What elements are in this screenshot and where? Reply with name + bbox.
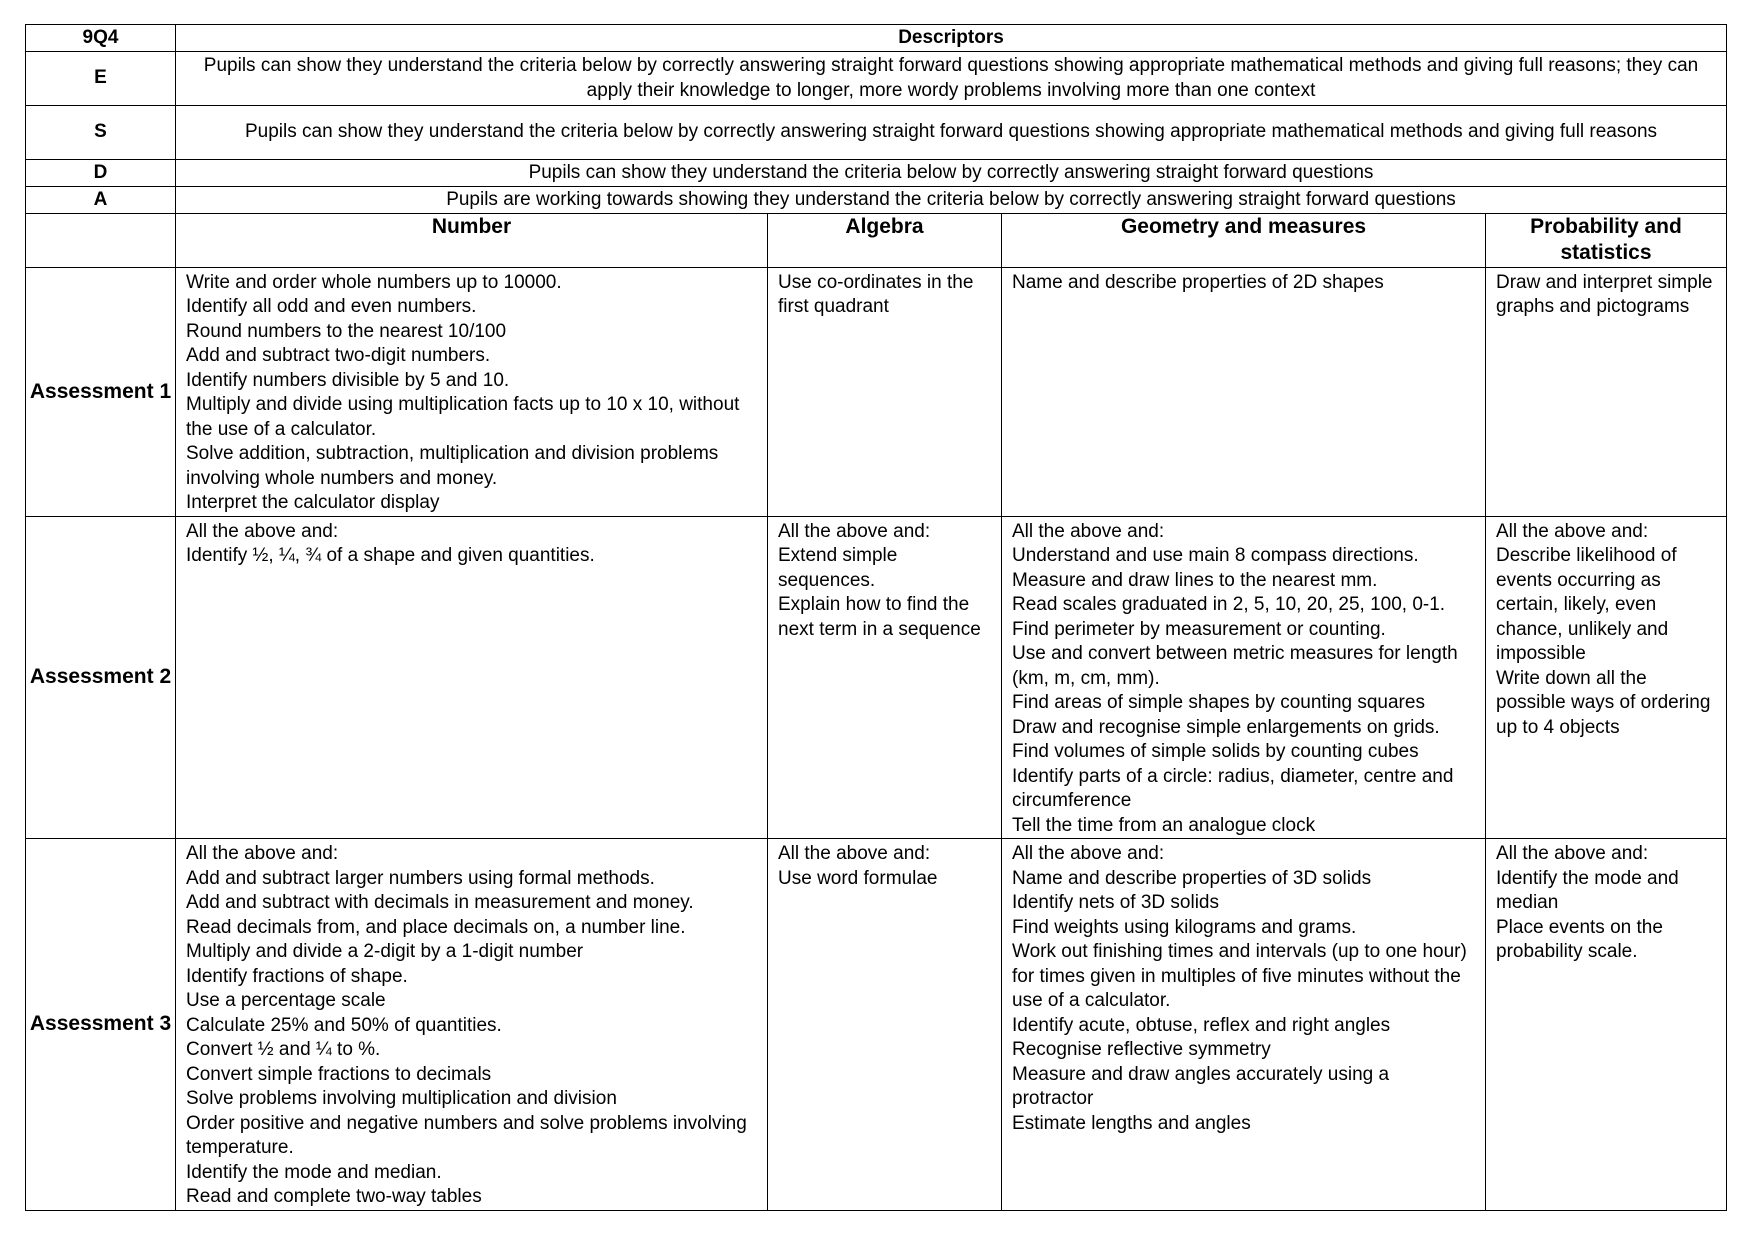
geometry-criteria <box>1002 267 1486 516</box>
criterion-item: Read decimals from, and place decimals on, a number line. <box>186 916 686 938</box>
algebra-criteria <box>768 516 1002 839</box>
criterion-item: Use word formulae <box>778 867 938 889</box>
criterion-item: Identify all odd and even numbers. <box>186 296 477 317</box>
descriptor-row-s <box>26 106 1727 160</box>
descriptor-code: E <box>26 52 176 106</box>
corner-header <box>26 213 176 267</box>
number-criteria <box>176 839 768 1211</box>
descriptor-code: A <box>26 187 176 214</box>
criterion-item: Find areas of simple shapes by counting squares <box>1012 692 1425 713</box>
algebra-column-header: Algebra <box>768 213 1002 267</box>
criterion-item: Multiply and divide using multiplication facts up to 10 x 10, without the use of a calculator. <box>186 394 740 440</box>
criterion-item: Identify acute, obtuse, reflex and right angles <box>1012 1014 1391 1036</box>
algebra-criteria <box>768 839 1002 1211</box>
criterion-item: Add and subtract larger numbers using formal methods. <box>186 867 655 889</box>
criterion-item: Tell the time from an analogue clock <box>1012 814 1316 836</box>
criterion-item: Estimate lengths and angles <box>1012 1112 1251 1134</box>
criterion-item: Multiply and divide a 2-digit by a 1-digit number <box>186 941 584 962</box>
criterion-item: All the above and: <box>1012 520 1165 542</box>
number-criteria <box>176 267 768 516</box>
criterion-item: Add and subtract two-digit numbers. <box>186 345 491 366</box>
criterion-item: Describe likelihood of events occurring as certain, likely, even chance, unlikely and impossible <box>1496 545 1677 664</box>
criterion-item: Name and describe properties of 3D solids <box>1012 867 1372 889</box>
criterion-item: Identify ½, ¼, ¾ of a shape and given quantities. <box>186 545 595 566</box>
criterion-item: Calculate 25% and 50% of quantities. <box>186 1014 502 1036</box>
criterion-item: Find volumes of simple solids by counting cubes <box>1012 741 1419 762</box>
criterion-item: Measure and draw angles accurately using a protractor <box>1012 1063 1390 1109</box>
criterion-item: Add and subtract with decimals in measurement and money. <box>186 892 694 913</box>
criterion-item: Identify the mode and median <box>1496 867 1679 913</box>
criterion-item: All the above and: <box>1496 520 1649 542</box>
criterion-item: Identify fractions of shape. <box>186 965 408 987</box>
geometry-criteria <box>1002 516 1486 839</box>
criterion-item: Draw and recognise simple enlargements on grids. <box>1012 716 1440 738</box>
assessment-row-3 <box>26 839 1727 1211</box>
criterion-item: Round numbers to the nearest 10/100 <box>186 320 507 342</box>
descriptor-row-e <box>26 52 1727 106</box>
criterion-item: Use co-ordinates in the first quadrant <box>778 271 974 317</box>
criterion-item: Write and order whole numbers up to 10000. <box>186 271 562 293</box>
criterion-item: Identify parts of a circle: radius, diameter, centre and circumference <box>1012 765 1454 811</box>
criterion-item: Recognise reflective symmetry <box>1012 1039 1271 1060</box>
criterion-item: Name and describe properties of 2D shapes <box>1012 271 1384 293</box>
group-code: 9Q4 <box>26 25 176 52</box>
criterion-item: Read scales graduated in 2, 5, 10, 20, 25, 100, 0-1. <box>1012 594 1446 615</box>
criterion-item: Write down all the possible ways of ordering up to 4 objects <box>1496 667 1711 738</box>
criterion-item: All the above and: <box>1496 843 1649 864</box>
descriptor-text: Pupils are working towards showing they understand the criteria below by correctly answering straight forward questions <box>176 187 1727 214</box>
probability-criteria <box>1486 839 1727 1211</box>
criterion-item: Identify numbers divisible by 5 and 10. <box>186 369 510 391</box>
descriptor-code: S <box>26 106 176 160</box>
descriptor-text: Pupils can show they understand the criteria below by correctly answering straight forward questions showing appropriate mathematical methods and giving full reasons <box>176 106 1727 160</box>
criterion-item: All the above and: <box>1012 843 1165 864</box>
criterion-item: Identify the mode and median. <box>186 1161 442 1183</box>
probability-column-header: Probability and statistics <box>1486 213 1727 267</box>
criterion-item: All the above and: <box>778 520 931 542</box>
algebra-criteria <box>768 267 1002 516</box>
descriptor-row-a <box>26 187 1727 214</box>
descriptor-text: Pupils can show they understand the criteria below by correctly answering straight forward questions showing appropriate mathematical methods and giving full reasons; they can apply their knowledge to longer, more wordy problems involving more than one context <box>176 52 1727 106</box>
criterion-item: Use and convert between metric measures for length (km, m, cm, mm). <box>1012 643 1458 689</box>
criterion-item: All the above and: <box>186 520 339 542</box>
assessment-grid <box>25 213 1727 1211</box>
grid-header-row <box>26 213 1727 267</box>
criterion-item: Read and complete two-way tables <box>186 1186 482 1207</box>
descriptor-text: Pupils can show they understand the criteria below by correctly answering straight forward questions <box>176 160 1727 187</box>
assessment-label: Assessment 3 <box>26 839 176 1211</box>
assessment-row-1 <box>26 267 1727 516</box>
criterion-item: Find perimeter by measurement or counting. <box>1012 618 1386 640</box>
criterion-item: Extend simple sequences. <box>778 545 898 591</box>
assessment-label: Assessment 1 <box>26 267 176 516</box>
criterion-item: Convert simple fractions to decimals <box>186 1063 492 1085</box>
criterion-item: Find weights using kilograms and grams. <box>1012 916 1357 938</box>
criterion-item: Identify nets of 3D solids <box>1012 892 1219 913</box>
criterion-item: Solve problems involving multiplication and division <box>186 1088 617 1109</box>
criterion-item: Measure and draw lines to the nearest mm. <box>1012 569 1378 591</box>
criterion-item: Use a percentage scale <box>186 990 386 1011</box>
criterion-item: Convert ½ and ¼ to %. <box>186 1039 381 1060</box>
criterion-item: All the above and: <box>186 843 339 864</box>
number-column-header: Number <box>176 213 768 267</box>
descriptors-table <box>25 24 1727 214</box>
probability-criteria <box>1486 516 1727 839</box>
descriptor-code: D <box>26 160 176 187</box>
criterion-item: All the above and: <box>778 843 931 864</box>
criterion-item: Order positive and negative numbers and solve problems involving temperature. <box>186 1112 747 1158</box>
criterion-item: Explain how to find the next term in a sequence <box>778 594 981 640</box>
criterion-item: Work out finishing times and intervals (up to one hour) for times given in multiples of five minutes without the use of a calculator. <box>1012 941 1467 1011</box>
assessment-label: Assessment 2 <box>26 516 176 839</box>
criteria-sheet <box>25 24 1727 1211</box>
criterion-item: Place events on the probability scale. <box>1496 916 1663 962</box>
criterion-item: Understand and use main 8 compass directions. <box>1012 545 1419 566</box>
criterion-item: Interpret the calculator display <box>186 492 440 513</box>
criterion-item: Draw and interpret simple graphs and pictograms <box>1496 271 1713 317</box>
criterion-item: Solve addition, subtraction, multiplication and division problems involving whole numbers and money. <box>186 443 719 489</box>
geometry-criteria <box>1002 839 1486 1211</box>
descriptors-header-row <box>26 25 1727 52</box>
assessment-row-2 <box>26 516 1727 839</box>
geometry-column-header: Geometry and measures <box>1002 213 1486 267</box>
probability-criteria <box>1486 267 1727 516</box>
descriptor-row-d <box>26 160 1727 187</box>
number-criteria <box>176 516 768 839</box>
descriptors-heading: Descriptors <box>176 25 1727 52</box>
